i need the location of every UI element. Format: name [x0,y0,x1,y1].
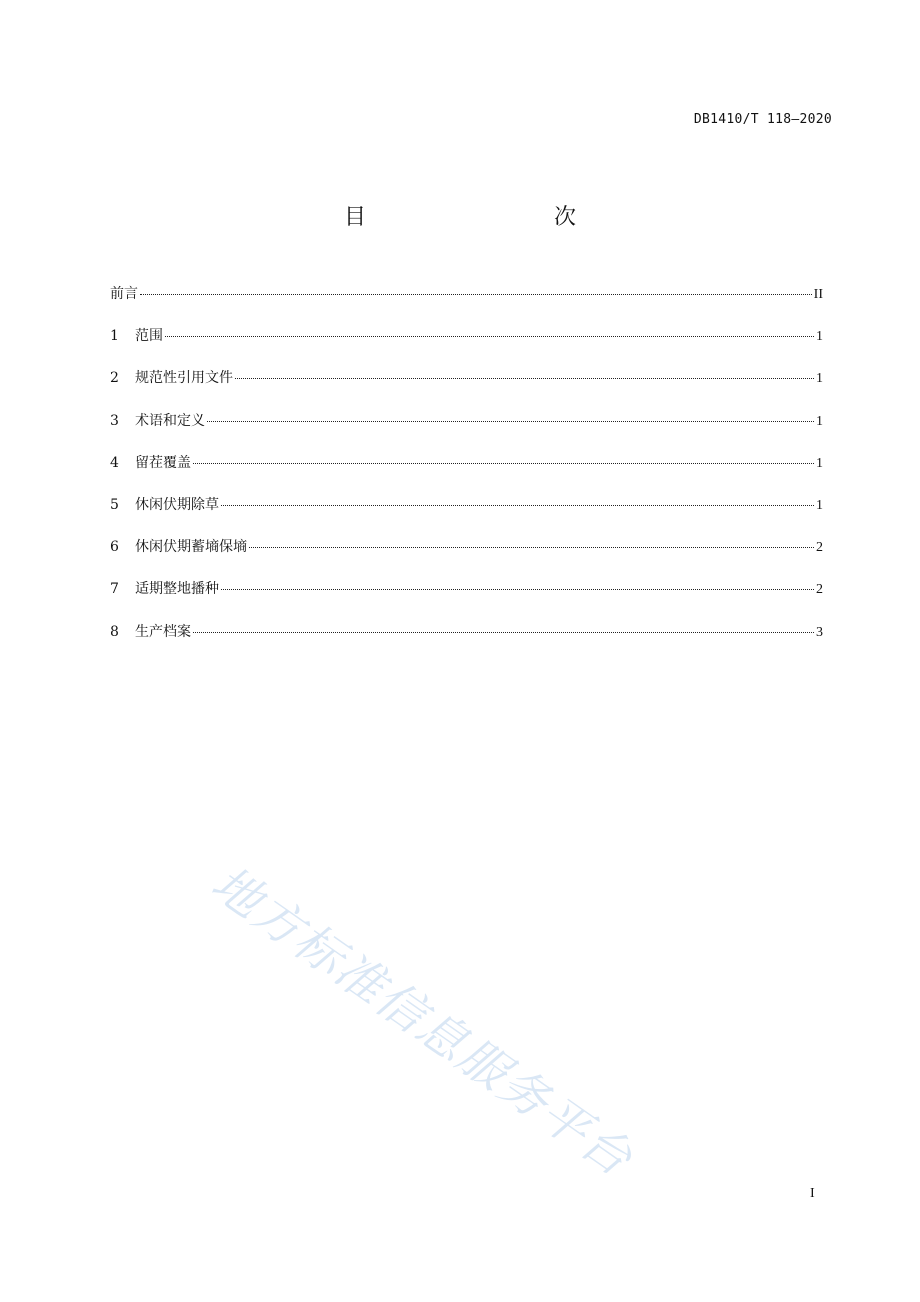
toc-entry-label: 术语和定义 [135,412,205,429]
toc-entry-page: 3 [816,624,823,640]
toc-entry-page: II [813,287,823,302]
toc-entry-number: 1 [110,328,119,345]
toc-entry-6[interactable] [110,537,823,579]
toc-entry-number: 5 [110,496,119,513]
toc-leader-dots [235,378,814,379]
toc-entry-page: 1 [816,371,823,387]
toc-entry-number: 2 [110,370,119,387]
toc-entry-page: 1 [816,329,823,345]
toc-entry-2[interactable] [110,368,823,410]
toc-leader-dots [140,294,812,295]
toc-entry-8[interactable] [110,622,823,664]
toc-entry-3[interactable] [110,411,823,453]
toc-entry-label: 规范性引用文件 [135,370,233,387]
page-title: 目 次 [343,205,624,230]
toc-entry-label: 留茬覆盖 [135,454,191,471]
toc-entry-page: 1 [816,455,823,471]
toc-leader-dots [165,336,814,337]
toc-entry-label: 前言 [110,286,138,302]
toc-entry-foreword[interactable] [110,284,823,326]
toc-leader-dots [207,421,814,422]
standard-code: DB1410/T 118—2020 [693,112,832,127]
toc-entry-page: 1 [816,497,823,513]
table-of-contents [110,284,823,664]
toc-entry-label: 休闲伏期蓄墒保墒 [135,539,247,556]
toc-leader-dots [221,505,814,506]
toc-entry-page: 2 [816,540,823,556]
toc-entry-number: 7 [110,581,119,598]
toc-leader-dots [249,547,814,548]
toc-entry-label: 生产档案 [135,623,191,640]
toc-entry-label: 休闲伏期除草 [135,496,219,513]
toc-entry-page: 2 [816,582,823,598]
toc-entry-number: 6 [110,539,119,556]
toc-entry-number: 4 [110,454,119,471]
toc-entry-7[interactable] [110,579,823,621]
toc-entry-5[interactable] [110,495,823,537]
toc-leader-dots [221,589,814,590]
toc-leader-dots [193,463,814,464]
toc-entry-number: 3 [110,412,119,429]
watermark: 地方标准信息服务平台 [201,855,644,1188]
toc-entry-number: 8 [110,623,119,640]
toc-entry-label: 范围 [135,328,163,345]
toc-leader-dots [193,632,814,633]
page-number: I [810,1186,815,1201]
toc-entry-label: 适期整地播种 [135,581,219,598]
toc-entry-page: 1 [816,413,823,429]
toc-entry-4[interactable] [110,453,823,495]
toc-entry-1[interactable] [110,326,823,368]
